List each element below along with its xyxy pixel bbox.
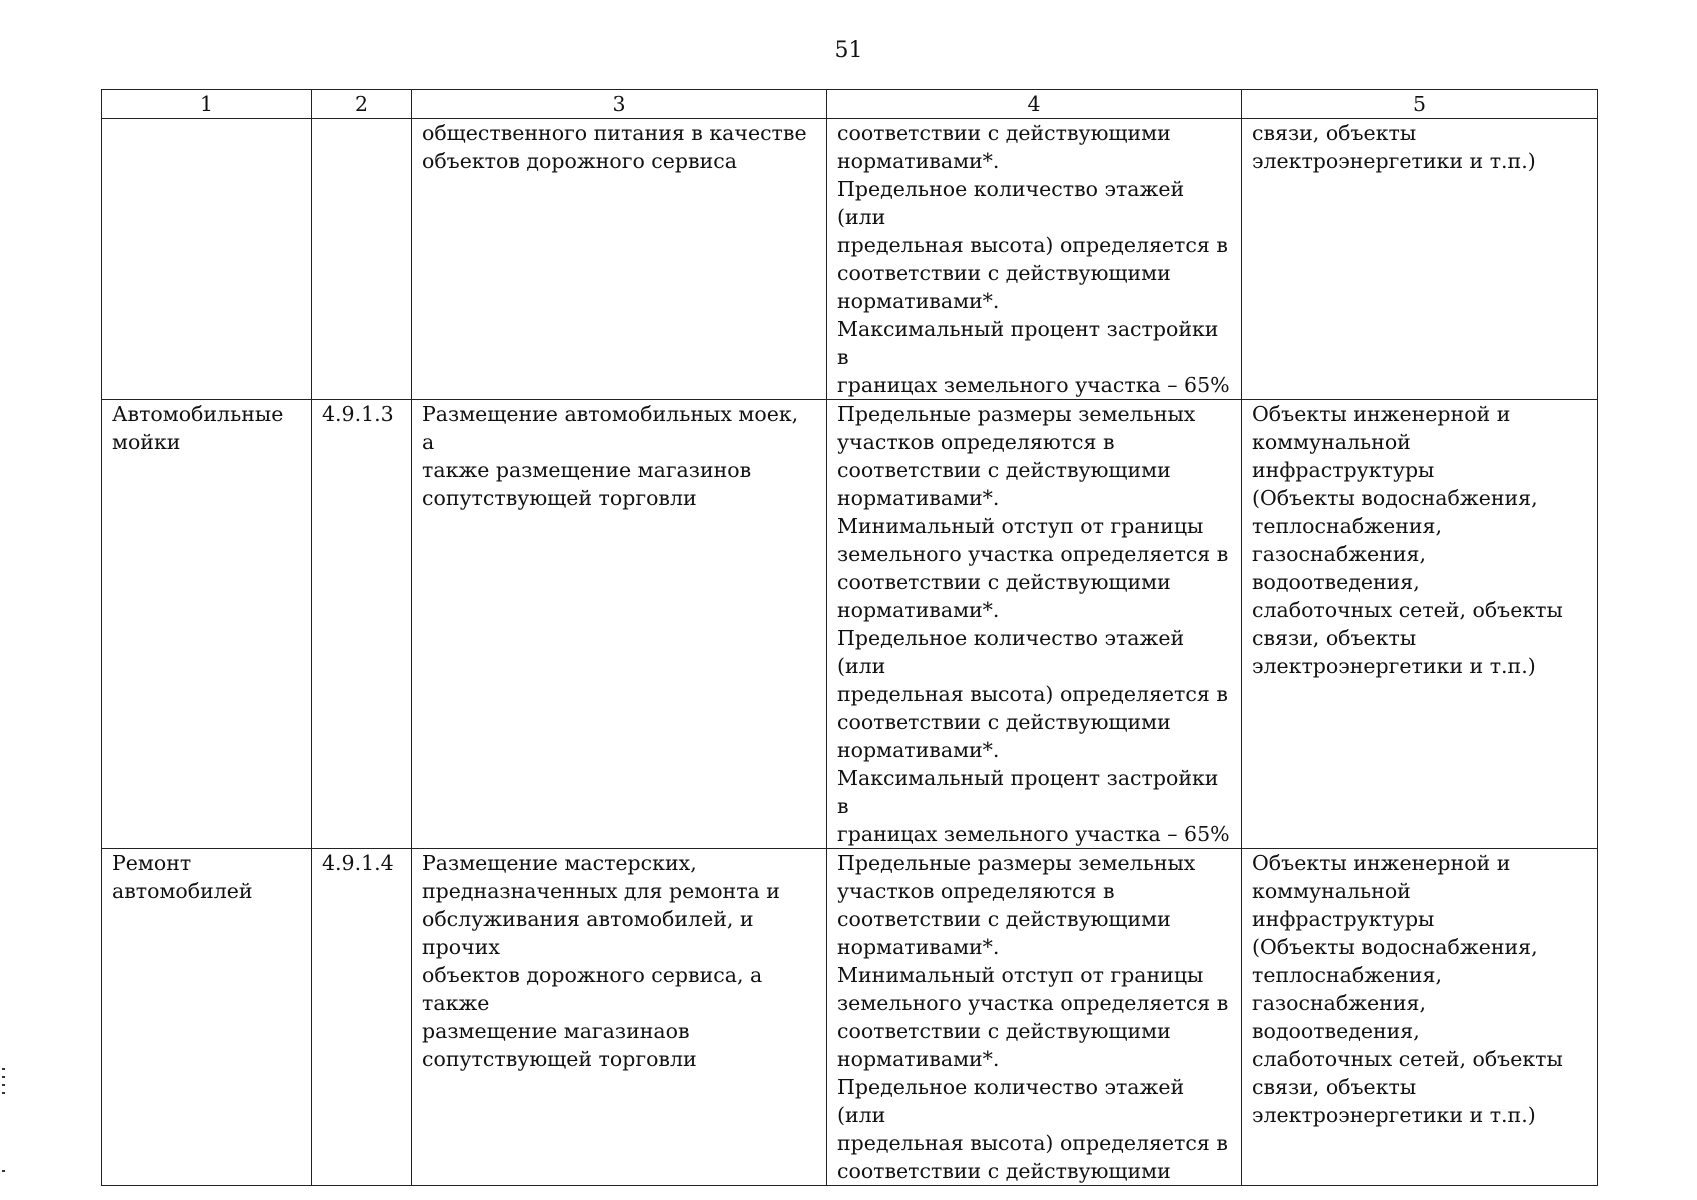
header-col-3: 3 [412, 90, 827, 119]
table-row [102, 119, 1598, 400]
header-col-2: 2 [312, 90, 412, 119]
regulations-table [101, 89, 1598, 1186]
scan-artifact [2, 1068, 5, 1070]
cell-use-type: Ремонт автомобилей [102, 849, 312, 1186]
scan-artifact [2, 1092, 5, 1094]
scan-artifact [2, 1170, 5, 1172]
cell-description: Размещение мастерских, предназначенных для ремонта и обслуживания автомобилей, и прочих объектов дорожного сервиса, а также размещение магазинаов сопутствующей торговли [412, 849, 827, 1186]
scan-artifact [2, 1076, 5, 1078]
cell-auxiliary-uses: Объекты инженерной и коммунальной инфраструктуры (Объекты водоснабжения, теплоснабжения, газоснабжения, водоотведения, слаботочных сетей, объекты связи, объекты электроэнергетики и т.п.) [1242, 400, 1598, 849]
cell-code [312, 119, 412, 400]
cell-use-type [102, 119, 312, 400]
header-col-4: 4 [827, 90, 1242, 119]
cell-code: 4.9.1.4 [312, 849, 412, 1186]
table-header-row [102, 90, 1598, 119]
cell-use-type: Автомобильные мойки [102, 400, 312, 849]
cell-parameters: Предельные размеры земельных участков определяются в соответствии с действующими нормативами*. Минимальный отступ от границы земельного участка определяется в соответствии с действующими нормативами*. Предельное количество этажей (или предельная высота) определяется в соответствии с действующими нормативами*. Максимальный процент застройки в границах земельного участка – 65% [827, 400, 1242, 849]
cell-auxiliary-uses: Объекты инженерной и коммунальной инфраструктуры (Объекты водоснабжения, теплоснабжения, газоснабжения, водоотведения, слаботочных сетей, объекты связи, объекты электроэнергетики и т.п.) [1242, 849, 1598, 1186]
cell-parameters: Предельные размеры земельных участков определяются в соответствии с действующими нормативами*. Минимальный отступ от границы земельного участка определяется в соответствии с действующими нормативами*. Предельное количество этажей (или предельная высота) определяется в соответствии с действующими [827, 849, 1242, 1186]
scan-artifact [2, 1084, 5, 1086]
cell-description: общественного питания в качестве объектов дорожного сервиса [412, 119, 827, 400]
header-col-1: 1 [102, 90, 312, 119]
cell-description: Размещение автомобильных моек, а также размещение магазинов сопутствующей торговли [412, 400, 827, 849]
table-row [102, 849, 1598, 1186]
page-number: 51 [834, 38, 863, 63]
cell-auxiliary-uses: связи, объекты электроэнергетики и т.п.) [1242, 119, 1598, 400]
cell-parameters: соответствии с действующими нормативами*. Предельное количество этажей (или предельная высота) определяется в соответствии с действующими нормативами*. Максимальный процент застройки в границах земельного участка – 65% [827, 119, 1242, 400]
header-col-5: 5 [1242, 90, 1598, 119]
table-row [102, 400, 1598, 849]
cell-code: 4.9.1.3 [312, 400, 412, 849]
